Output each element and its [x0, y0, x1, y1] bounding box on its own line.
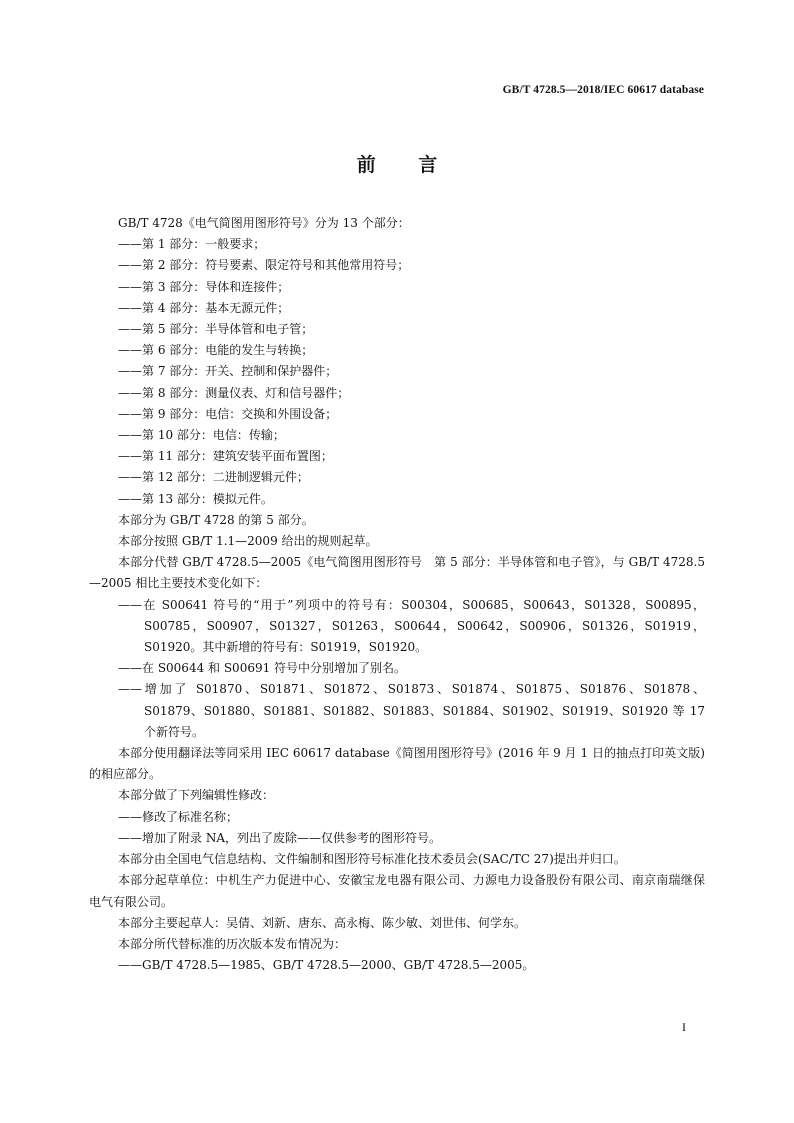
list-item: ——在 S00641 符号的“用于”列项中的符号有：S00304，S00685，S00643，S01328，S00895，S00785，S00907，S01327，S01263，S00644，S00642，S00906，S01326，S01919，S01920。其中新增的符号有：S01919，S01920。 [118, 597, 705, 655]
foreword-body [89, 213, 705, 976]
paragraph: 本部分代替 GB/T 4728.5—2005《电气简图用图形符号 第 5 部分：半导体管和电子管》，与 GB/T 4728.5—2005 相比主要技术变化如下： [89, 555, 705, 591]
list-item: ——第 11 部分：建筑安装平面布置图； [118, 449, 333, 464]
paragraph: 本部分做了下列编辑性修改： [118, 788, 275, 803]
paragraph: 本部分主要起草人：吴倩、刘新、唐东、高永梅、陈少敏、刘世伟、何学东。 [118, 915, 527, 930]
list-item: ——修改了标准名称； [118, 809, 239, 824]
list-item: ——第 10 部分：电信：传输； [118, 428, 285, 443]
paragraph: GB/T 4728《电气简图用图形符号》分为 13 个部分： [118, 216, 410, 230]
paragraph: 本部分由全国电气信息结构、文件编制和图形符号标准化技术委员会(SAC/TC 27)提出并归口。 [118, 852, 626, 867]
list-item: ——第 12 部分：二进制逻辑元件； [118, 470, 309, 485]
list-item: ——第 6 部分：电能的发生与转换； [118, 343, 314, 358]
list-item: ——第 3 部分：导体和连接件； [118, 279, 290, 294]
list-item: ——增加了 S01870、S01871、S01872、S01873、S01874、S01875、S01876、S01878、S01879、S01880、S01881、S01882、S01883、S01884、S01902、S01919、S01920 等 17 个新符号。 [118, 682, 705, 739]
paragraph: 本部分使用翻译法等同采用 IEC 60617 database《简图用图形符号》(2016 年 9 月 1 日的抽点打印英文版)的相应部分。 [89, 746, 705, 782]
page-title: 前 言 [356, 154, 438, 176]
paragraph: 本部分起草单位：中机生产力促进中心、安徽宝龙电器有限公司、力源电力设备股份有限公司、南京南瑞继保电气有限公司。 [89, 873, 705, 909]
list-item: ——第 1 部分：一般要求； [118, 237, 266, 252]
list-item: ——在 S00644 和 S00691 符号中分别增加了别名。 [118, 661, 407, 676]
list-item: ——第 7 部分：开关、控制和保护器件； [118, 364, 338, 379]
list-item: ——GB/T 4728.5—1985、GB/T 4728.5—2000、GB/T 4728.5—2005。 [118, 958, 535, 973]
list-item: ——第 5 部分：半导体管和电子管； [118, 322, 314, 337]
page-number: I [682, 1020, 686, 1034]
list-item: ——第 2 部分：符号要素、限定符号和其他常用符号； [118, 258, 410, 273]
document-code: GB/T 4728.5—2018/IEC 60617 database [502, 84, 704, 96]
paragraph: 本部分按照 GB/T 1.1—2009 给出的规则起草。 [118, 534, 378, 549]
list-item: ——第 9 部分：电信：交换和外围设备； [118, 406, 338, 421]
paragraph: 本部分为 GB/T 4728 的第 5 部分。 [118, 512, 314, 527]
list-item: ——第 13 部分：模拟元件。 [118, 491, 273, 506]
list-item: ——第 4 部分：基本无源元件； [118, 300, 290, 315]
list-item: ——增加了附录 NA，列出了废除——仅供参考的图形符号。 [118, 830, 441, 845]
paragraph: 本部分所代替标准的历次版本发布情况为： [118, 936, 347, 951]
list-item: ——第 8 部分：测量仪表、灯和信号器件； [118, 385, 350, 400]
